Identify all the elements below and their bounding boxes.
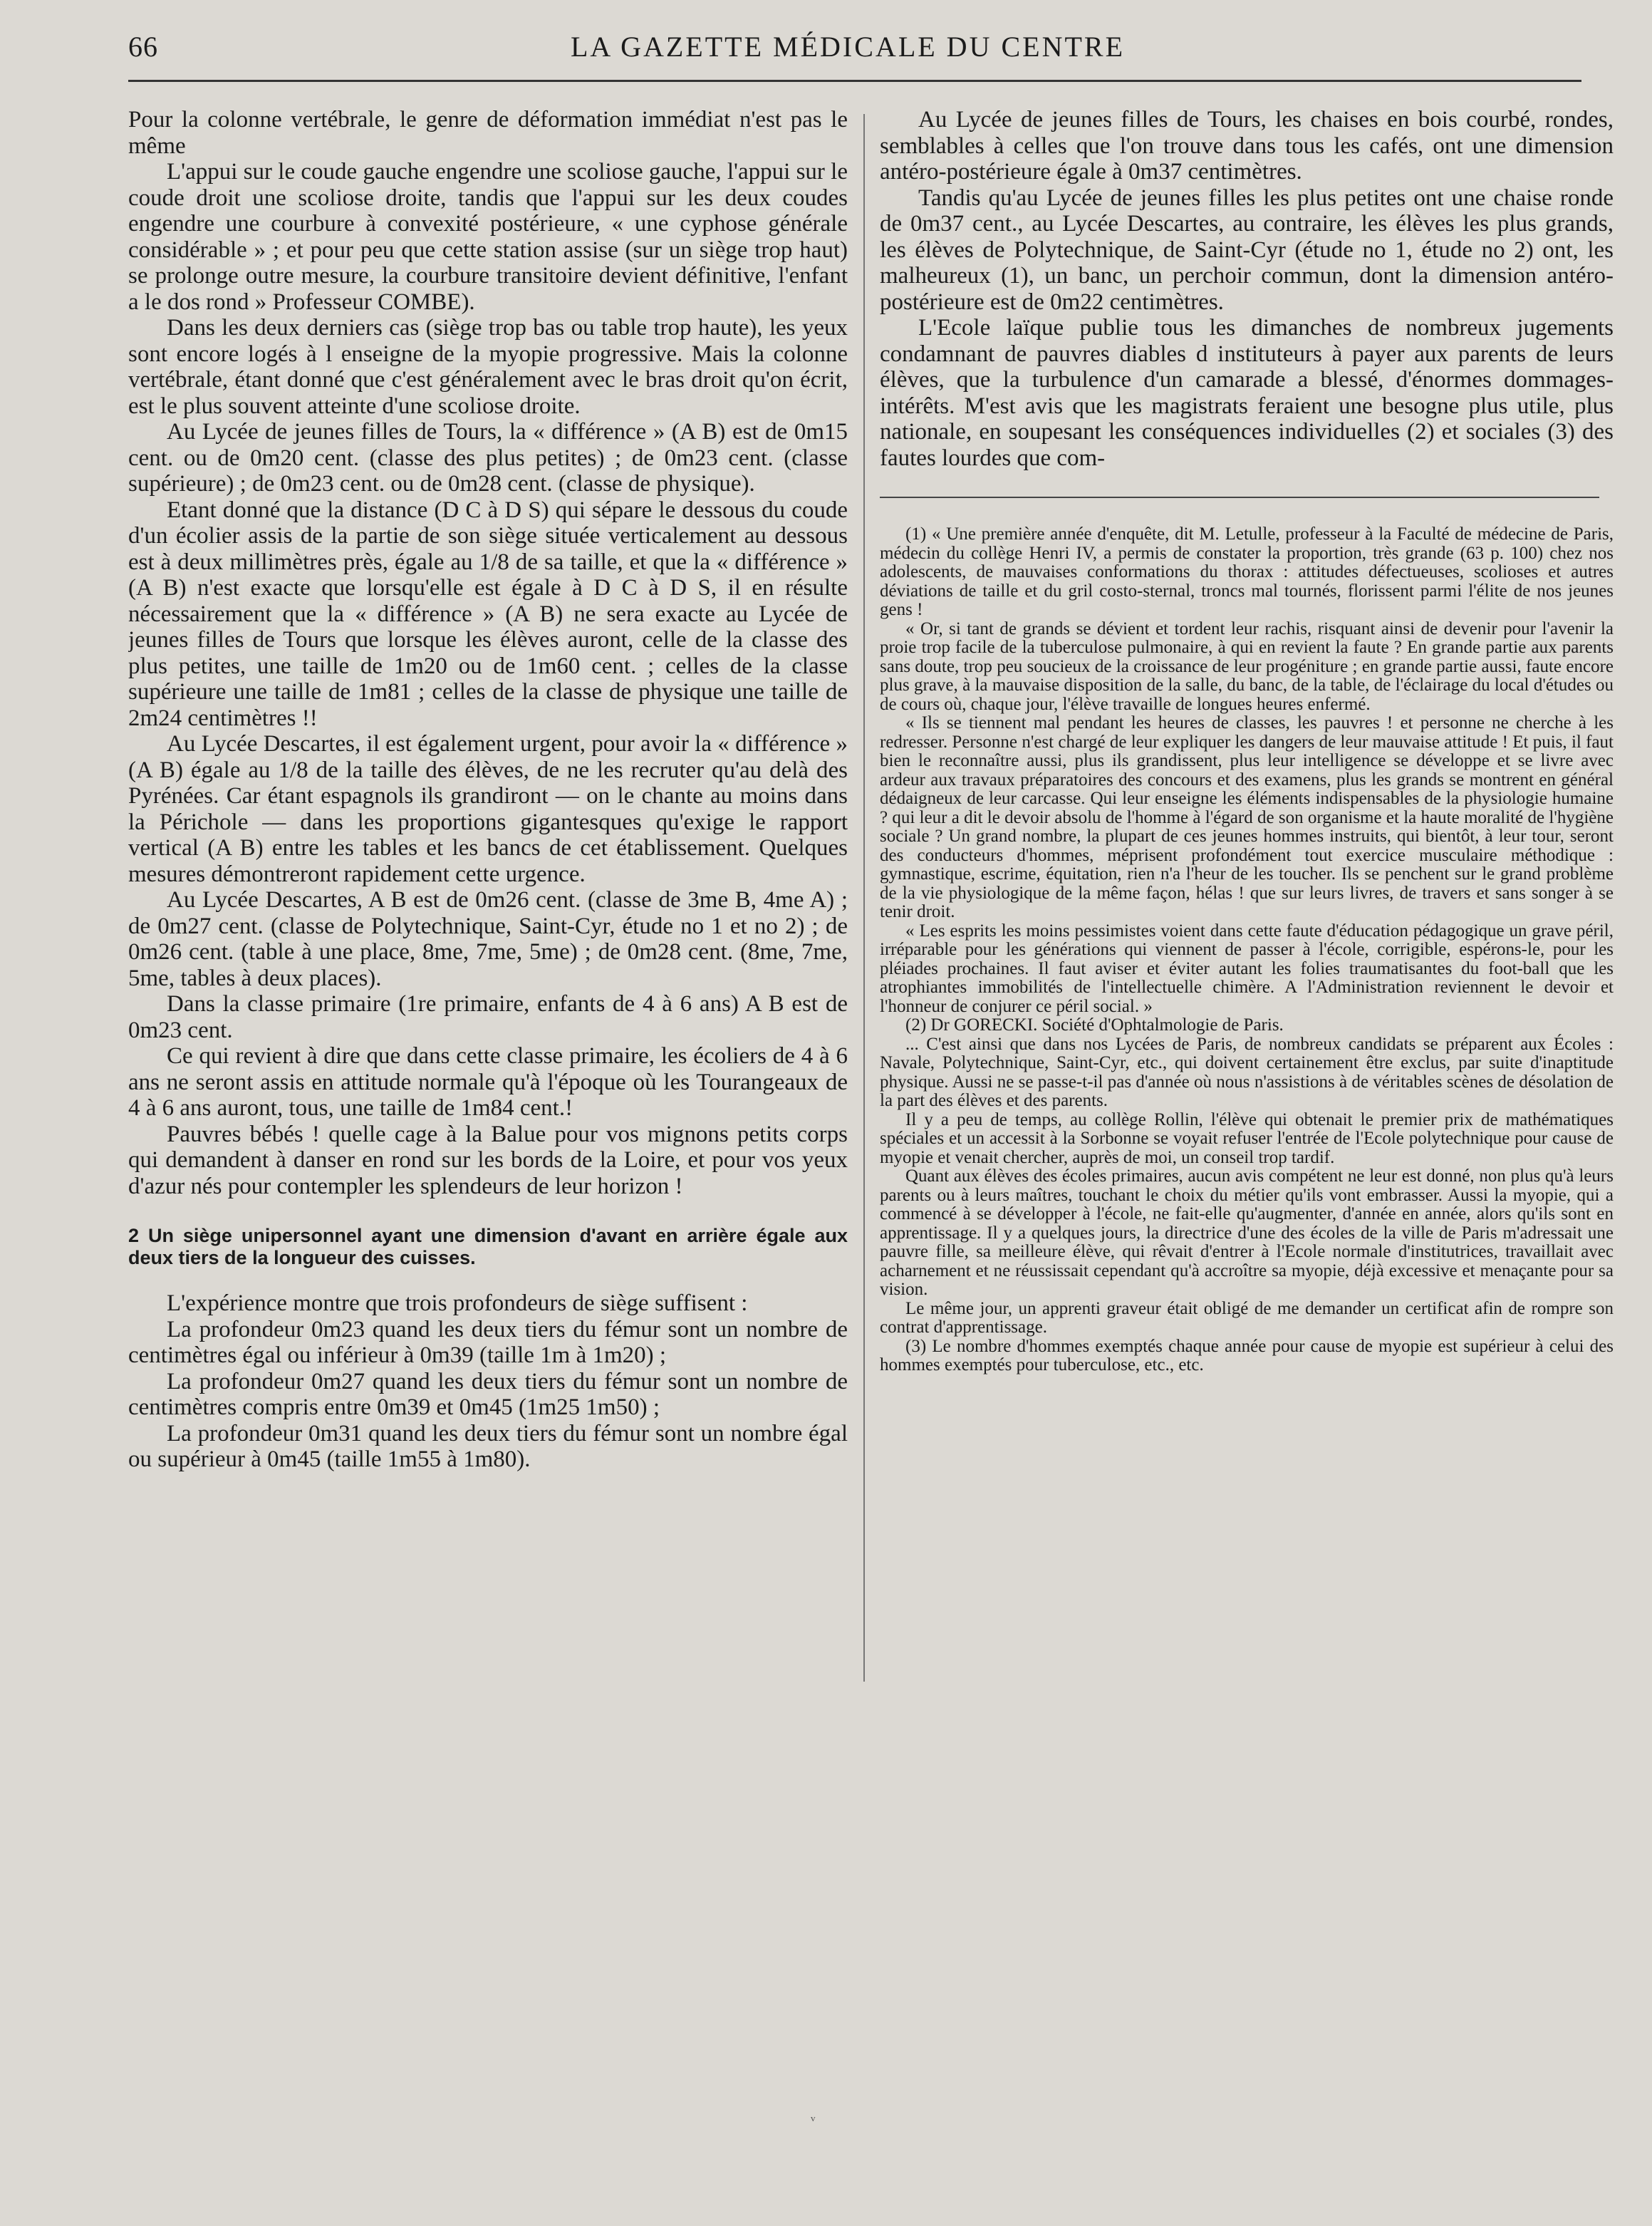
footnote: ... C'est ainsi que dans nos Lycées de Paris, de nombreux candidats se préparent aux Écoles : Navale, Polytechnique, Saint-Cyr, etc., qui doivent certainement être exclus, par suite d'inaptitude physique. Aussi ne se passe-t-il pas d'année où nous n'assistions à de véritables scènes de désolation de la part des élèves et des parents. <box>880 1034 1614 1110</box>
paragraph: La profondeur 0m31 quand les deux tiers du fémur sont un nombre égal ou supérieur à 0m45 (taille 1m55 à 1m80). <box>128 1420 848 1472</box>
paragraph: Au Lycée Descartes, il est également urgent, pour avoir la « différence » (A B) égale au 1/8 de la taille des élèves, de ne les recruter qu'au delà des Pyrénées. Car étant espagnols ils grandiront — on le chante au moins dans la Périchole — dans les proportions gigantesques qu'exige le rapport vertical (A B) entre les tables et les bancs de cet établissement. Quelques mesures démontreront rapidement cette urgence. <box>128 731 848 887</box>
column-divider <box>863 114 865 1682</box>
page-number: 66 <box>128 31 158 63</box>
header-rule <box>128 80 1581 82</box>
paragraph: Pour la colonne vertébrale, le genre de déformation immédiat n'est pas le même <box>128 107 848 159</box>
paragraph: Tandis qu'au Lycée de jeunes filles les plus petites ont une chaise ronde de 0m37 cent., au Lycée Descartes, au contraire, les élèves les plus grands, les élèves de Polytechnique, de Saint-Cyr (étude no 1, étude no 2) ont, les malheureux (1), un banc, un perchoir commun, dont la dimension antéro-postérieure est de 0m22 centimètres. <box>880 185 1614 315</box>
page-header <box>128 27 1567 70</box>
paragraph: La profondeur 0m23 quand les deux tiers du fémur sont un nombre de centimètres égal ou inférieur à 0m39 (taille 1m à 1m20) ; <box>128 1316 848 1368</box>
left-body-text <box>128 107 848 1199</box>
footnotes <box>880 525 1614 1375</box>
right-column <box>880 107 1614 2173</box>
paragraph: L'expérience montre que trois profondeurs de siège suffisent : <box>167 1290 748 1316</box>
paragraph: Ce qui revient à dire que dans cette classe primaire, les écoliers de 4 à 6 ans ne seront assis en attitude normale qu'à l'époque où les Tourangeaux de 4 à 6 ans auront, tous, une taille de 1m84 cent.! <box>128 1043 848 1121</box>
footnote: (3) Le nombre d'hommes exemptés chaque année pour cause de myopie est supérieur à celui des hommes exemptés pour tuberculose, etc., etc. <box>880 1336 1614 1375</box>
footnote: Le même jour, un apprenti graveur était obligé de me demander un certificat afin de rompre son contrat d'apprentissage. <box>880 1298 1614 1337</box>
paragraph: Dans la classe primaire (1re primaire, enfants de 4 à 6 ans) A B est de 0m23 cent. <box>128 991 848 1043</box>
paragraph: Pauvres bébés ! quelle cage à la Balue pour vos mignons petits corps qui demandent à danser en rond sur les bords de la Loire, et pour vos yeux d'azur nés pour contempler les splendeurs de leur horizon ! <box>128 1121 848 1199</box>
footnote: « Ils se tiennent mal pendant les heures de classes, les pauvres ! et personne ne cherche à les redresser. Personne n'est chargé de leur expliquer les dangers de leur mauvaise attitude ! Et puis, il faut bien le reconnaître aussi, plus ils grandissent, plus leur intelligence se développe et se livre avec ardeur aux travaux préparatoires des concours et des examens, plus les grands se montrent en général dédaigneux de leur carcasse. Qui leur enseigne les éléments indispensables de la physiologie humaine ? qui leur a dit le devoir absolu de l'homme à l'égard de son organisme et la haute moralité de l'hygiène sociale ? Un grand nombre, la plupart de ces jeunes hommes instruits, qui bientôt, à leur tour, seront des conducteurs d'hommes, méprisent profondément tout exercice musculaire méthodique : gymnastique, escrime, équitation, rien n'a l'heur de les toucher. Ils se penchent sur le grand problème de la vie physiologique de la même façon, hélas ! que sur leurs livres, de travers et sans songer à se tenir droit. <box>880 713 1614 921</box>
paragraph: Au Lycée de jeunes filles de Tours, la « différence » (A B) est de 0m15 cent. ou de 0m20 cent. (classe des plus petites) ; de 0m23 cent. (classe supérieure) ; de 0m23 cent. ou de 0m28 cent. (classe de physique). <box>128 419 848 497</box>
section-heading: 2 Un siège unipersonnel ayant une dimension d'avant en arrière égale aux deux tiers de la longueur des cuisses. <box>128 1225 848 1268</box>
right-body-text <box>880 107 1614 471</box>
footnote: Il y a peu de temps, au collège Rollin, l'élève qui obtenait le premier prix de mathématiques spéciales et un accessit à la Sorbonne se voyait refuser l'entrée de l'Ecole polytechnique pour cause de myopie et venait chercher, auprès de moi, un conseil trop tardif. <box>880 1109 1614 1167</box>
footnote: (1) « Une première année d'enquête, dit M. Letulle, professeur à la Faculté de médecine de Paris, médecin du collège Henri IV, a permis de constater la proportion, très grande (63 p. 100) chez nos adolescents, de mauvaises conformations du thorax : attitudes défectueuses, scolioses et autres déviations de taille et du gril costo-sternal, troncs mal tournés, florissent parmi l'élite de nos jeunes gens ! <box>880 524 1614 619</box>
footnote: Quant aux élèves des écoles primaires, aucun avis compétent ne leur est donné, non plus qu'à leurs parents ou à leurs maîtres, touchant le choix du métier qu'ils vont embrasser. Aussi la myopie, qui a commencé à se développer à l'école, ne fait-elle qu'augmenter, d'année en année, alors qu'ils sont en apprentissage. Il y a quelques jours, la directrice d'une des écoles de la ville de Paris m'adressait une pauvre fille, sa meilleure élève, qui rêvait d'entrer à l'Ecole normale d'institutrices, travaillait avec acharnement et ne réussissait cependant qu'à accroître sa myopie, déjà excessive et menaçante pour sa vision. <box>880 1166 1614 1299</box>
footnote: « Or, si tant de grands se dévient et tordent leur rachis, risquant ainsi de devenir pour l'avenir la proie trop facile de la tuberculose pulmonaire, à qui en revient la faute ? En grande partie aux parents sans doute, trop peu soucieux de la croissance de leur progéniture ; en grande partie aussi, faute encore plus grave, à la mauvaise disposition de la salle, du banc, de la table, de l'éclairage du local d'études ou de cours où, chaque jour, l'élève travaille de longues heures enfermé. <box>880 618 1614 714</box>
left-body-text-2 <box>128 1290 848 1473</box>
left-column <box>128 107 848 2173</box>
paragraph: Etant donné que la distance (D C à D S) qui sépare le dessous du coude d'un écolier assis de la partie de son siège située verticalement au dessous est à deux millimètres près, égale au 1/8 de sa taille, et que la « différence » (A B) n'est exacte que lorsqu'elle est égale à D C à D S, il en résulte nécessairement que la « différence » (A B) ne sera exacte au Lycée de jeunes filles de Tours que lorsque les élèves auront, celle de la classe des plus petites, une taille de 1m20 ou de 1m60 cent. ; celles de la classe supérieure une taille de 1m81 ; celles de la classe de physique une taille de 2m24 centimètres !! <box>128 497 848 731</box>
footnote: (2) Dr GORECKI. Société d'Ophtalmologie de Paris. <box>905 1015 1284 1035</box>
journal-title: LA GAZETTE MÉDICALE DU CENTRE <box>570 31 1125 63</box>
footnote: « Les esprits les moins pessimistes voient dans cette faute d'éducation pédagogique un grave péril, irréparable pour les générations qui viennent de passer à l'école, corrigible, espérons-le, pour les pléiades prochaines. Il faut aviser et éviter autant les folies traumatisantes du foot-ball que les atrophiantes immobilités de l'intellectuelle chimère. A l'Administration reviennent le devoir et l'honneur de conjurer ce péril social. » <box>880 921 1614 1016</box>
page-bottom-mark: ᵥ <box>811 2106 816 2123</box>
paragraph: Au Lycée Descartes, A B est de 0m26 cent. (classe de 3me B, 4me A) ; de 0m27 cent. (classe de Polytechnique, Saint-Cyr, étude no 1 et no 2) ; de 0m26 cent. (table à une place, 8me, 7me, 5me) ; de 0m28 cent. (8me, 7me, 5me, tables à deux places). <box>128 887 848 991</box>
paragraph: Dans les deux derniers cas (siège trop bas ou table trop haute), les yeux sont encore logés à l enseigne de la myopie progressive. Mais la colonne vertébrale, étant donné que c'est généralement avec le bras droit qu'on écrit, est le plus souvent atteinte d'une scoliose droite. <box>128 315 848 419</box>
paragraph: L'Ecole laïque publie tous les dimanches de nombreux jugements condamnant de pauvres diables d instituteurs à payer aux parents de leurs élèves, que la turbulence d'un camarade a blessé, d'énormes dommages-intérêts. M'est avis que les magistrats feraient une besogne plus utile, plus nationale, en soupesant les conséquences individuelles (2) et sociales (3) des fautes lourdes que com- <box>880 315 1614 471</box>
paragraph: L'appui sur le coude gauche engendre une scoliose gauche, l'appui sur le coude droit une scoliose droite, tandis que l'appui sur les deux coudes engendre une courbure à convexité postérieure, « une cyphose générale considérable » ; et pour peu que cette station assise (sur un siège trop haut) se prolonge outre mesure, la courbure transitoire devient définitive, l'enfant a le dos rond » Professeur COMBE). <box>128 159 848 315</box>
paragraph: La profondeur 0m27 quand les deux tiers du fémur sont un nombre de centimètres compris entre 0m39 et 0m45 (1m25 1m50) ; <box>128 1368 848 1420</box>
footnote-rule <box>880 497 1599 498</box>
paragraph: Au Lycée de jeunes filles de Tours, les chaises en bois courbé, rondes, semblables à celles que l'on trouve dans tous les cafés, ont une dimension antéro-postérieure égale à 0m37 centimètres. <box>880 107 1614 185</box>
